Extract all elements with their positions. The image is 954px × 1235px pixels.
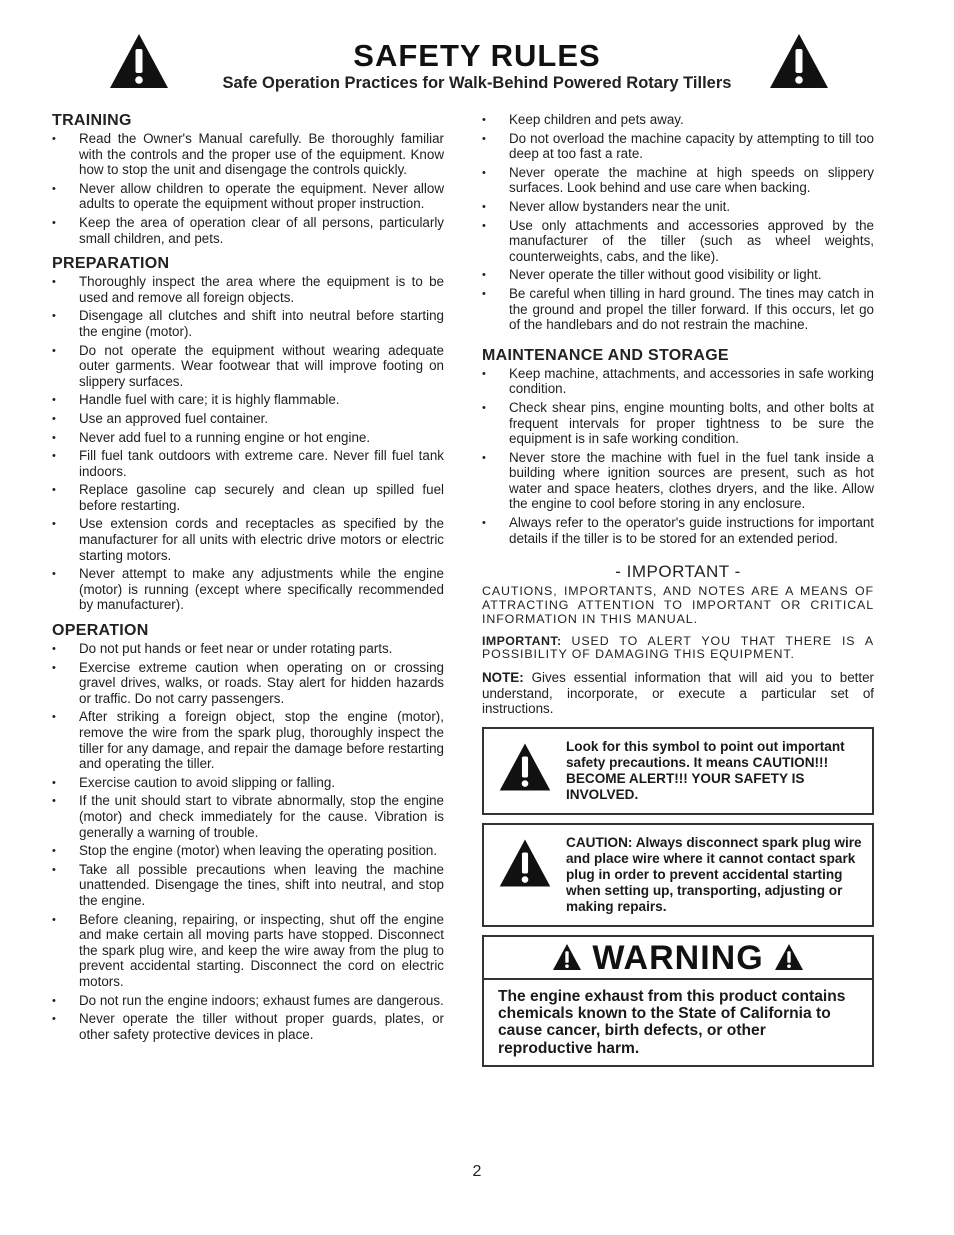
page-number: 2	[472, 1163, 482, 1180]
list-item: • Check shear pins, engine mounting bolts, and other bolts at frequent intervals for proper tightness to be sure the equipment is in safe working condition.	[482, 400, 874, 447]
operation-heading: OPERATION	[52, 622, 149, 640]
list-item: • Never add fuel to a running engine or hot engine.	[52, 430, 444, 446]
warning-triangle-icon	[774, 943, 804, 971]
operation-list	[52, 641, 444, 1042]
maintenance-list	[482, 366, 874, 547]
page-title: SAFETY RULES	[353, 38, 601, 73]
list-item: • Stop the engine (motor) when leaving the operating position.	[52, 843, 444, 859]
list-item: • Handle fuel with care; it is highly flammable.	[52, 392, 444, 408]
list-item: • Fill fuel tank outdoors with extreme care. Never fill fuel tank indoors.	[52, 448, 444, 479]
important-definition	[482, 635, 874, 663]
warning-title: WARNING	[592, 939, 764, 978]
safety-symbol-text: Look for this symbol to point out important safety precautions. It means CAUTION!!! BECOME ALERT!!! YOUR SAFETY IS INVOLVED.	[566, 739, 845, 803]
list-item: • If the unit should start to vibrate abnormally, stop the engine (motor) and check immediately for the cause. Vibration is generally a warning of trouble.	[52, 793, 444, 840]
list-item: • Exercise extreme caution when operating on or crossing gravel drives, walks, or roads. Stay alert for hidden hazards or traffic. Do not carry passengers.	[52, 660, 444, 707]
list-item: • Never store the machine with fuel in the fuel tank inside a building where ignition sources are present, such as hot water and space heaters, clothes dryers, and the like. Allow the engine to cool before storing in any enclosure.	[482, 450, 874, 512]
list-item: • Use an approved fuel container.	[52, 411, 444, 427]
preparation-list	[52, 274, 444, 613]
training-heading: TRAINING	[52, 112, 132, 129]
preparation-heading: PREPARATION	[52, 255, 170, 273]
list-item: • Do not overload the machine capacity by attempting to till too deep at too fast a rate.	[482, 131, 874, 162]
list-item: • Always refer to the operator's guide instructions for important details if the tiller is to be stored for an extended period.	[482, 515, 874, 546]
warning-text: The engine exhaust from this product contains chemicals known to the State of California to cause cancer, birth defects, or other reproductive harm.	[498, 988, 846, 1057]
list-item: • Never allow bystanders near the unit.	[482, 199, 874, 215]
list-item: • After striking a foreign object, stop the engine (motor), remove the wire from the spark plug, thoroughly inspect the tiller for any damage, and repair the damage before restarting and operating the tiller.	[52, 709, 444, 771]
list-item: • Do not run the engine indoors; exhaust fumes are dangerous.	[52, 993, 444, 1009]
left-column	[52, 112, 444, 1045]
important-text: USED TO ALERT YOU THAT THERE IS A POSSIBILITY OF DAMAGING THIS EQUIPMENT.	[482, 633, 875, 662]
list-item: • Use extension cords and receptacles as specified by the manufacturer for all units with electric drive motors or electric starting motors.	[52, 516, 444, 563]
list-item: • Keep machine, attachments, and accessories in safe working condition.	[482, 366, 874, 397]
warning-triangle-icon	[498, 741, 552, 793]
maintenance-heading: MAINTENANCE AND STORAGE	[482, 346, 729, 364]
list-item: • Never operate the tiller without proper guards, plates, or other safety protective devices in place.	[52, 1011, 444, 1042]
list-item: • Read the Owner's Manual carefully. Be thoroughly familiar with the controls and the proper use of the equipment. Know how to stop the unit and disengage the controls quickly.	[52, 131, 444, 178]
list-item: • Never operate the tiller without good visibility or light.	[482, 267, 874, 283]
note-text: Gives essential information that will aid you to better understand, incorporate, or execute a particular set of instructions.	[482, 670, 874, 717]
page-subtitle: Safe Operation Practices for Walk-Behind Powered Rotary Tillers	[222, 74, 732, 92]
list-item: • Replace gasoline cap securely and clean up spilled fuel before restarting.	[52, 482, 444, 513]
operation-continued-list	[482, 112, 874, 333]
important-intro: CAUTIONS, IMPORTANTS, AND NOTES ARE A MEANS OF ATTRACTING ATTENTION TO IMPORTANT OR CRITICAL INFORMATION IN THIS MANUAL.	[482, 584, 874, 626]
list-item: • Do not put hands or feet near or under rotating parts.	[52, 641, 444, 657]
list-item: • Use only attachments and accessories approved by the manufacturer of the tiller (such as wheel weights, counterweights, cabs, and the like).	[482, 218, 874, 265]
warning-box	[482, 935, 874, 1067]
right-column	[482, 112, 874, 1067]
list-item: • Disengage all clutches and shift into neutral before starting the engine (motor).	[52, 308, 444, 339]
list-item: • Before cleaning, repairing, or inspecting, shut off the engine and make certain all moving parts have stopped. Disconnect the spark plug wire, and keep the wire away from the plug to prevent accidental starting. Disconnect the cord on electric motors.	[52, 912, 444, 990]
warning-triangle-icon	[552, 943, 582, 971]
list-item: • Take all possible precautions when leaving the machine unattended. Disengage the tines, shift into neutral, and stop the engine.	[52, 862, 444, 909]
note-definition	[482, 670, 874, 717]
page-header	[0, 0, 954, 110]
safety-symbol-box	[482, 727, 874, 815]
warning-triangle-icon	[498, 837, 552, 889]
training-list	[52, 131, 444, 246]
list-item: • Keep the area of operation clear of all persons, particularly small children, and pets.	[52, 215, 444, 246]
list-item: • Do not operate the equipment without wearing adequate outer garments. Wear footwear that will improve footing on slippery surfaces.	[52, 343, 444, 390]
list-item: • Never operate the machine at high speeds on slippery surfaces. Look behind and use care when backing.	[482, 165, 874, 196]
list-item: • Keep children and pets away.	[482, 112, 874, 128]
list-item: • Thoroughly inspect the area where the equipment is to be used and remove all foreign objects.	[52, 274, 444, 305]
note-label: NOTE:	[482, 670, 524, 686]
list-item: • Exercise caution to avoid slipping or falling.	[52, 775, 444, 791]
caution-box	[482, 823, 874, 927]
important-heading: - IMPORTANT -	[615, 562, 741, 582]
important-label: IMPORTANT:	[482, 633, 562, 648]
warning-heading	[484, 937, 872, 980]
caution-text: CAUTION: Always disconnect spark plug wire and place wire where it cannot contact spark plug in order to prevent accidental starting when setting up, transporting, adjusting or making repairs.	[566, 835, 862, 915]
list-item: • Never allow children to operate the equipment. Never allow adults to operate the equipment without proper instruction.	[52, 181, 444, 212]
list-item: • Be careful when tilling in hard ground. The tines may catch in the ground and propel the tiller forward. If this occurs, let go of the handlebars and do not restrain the machine.	[482, 286, 874, 333]
list-item: • Never attempt to make any adjustments while the engine (motor) is running (except where specifically recommended by manufacturer).	[52, 566, 444, 613]
